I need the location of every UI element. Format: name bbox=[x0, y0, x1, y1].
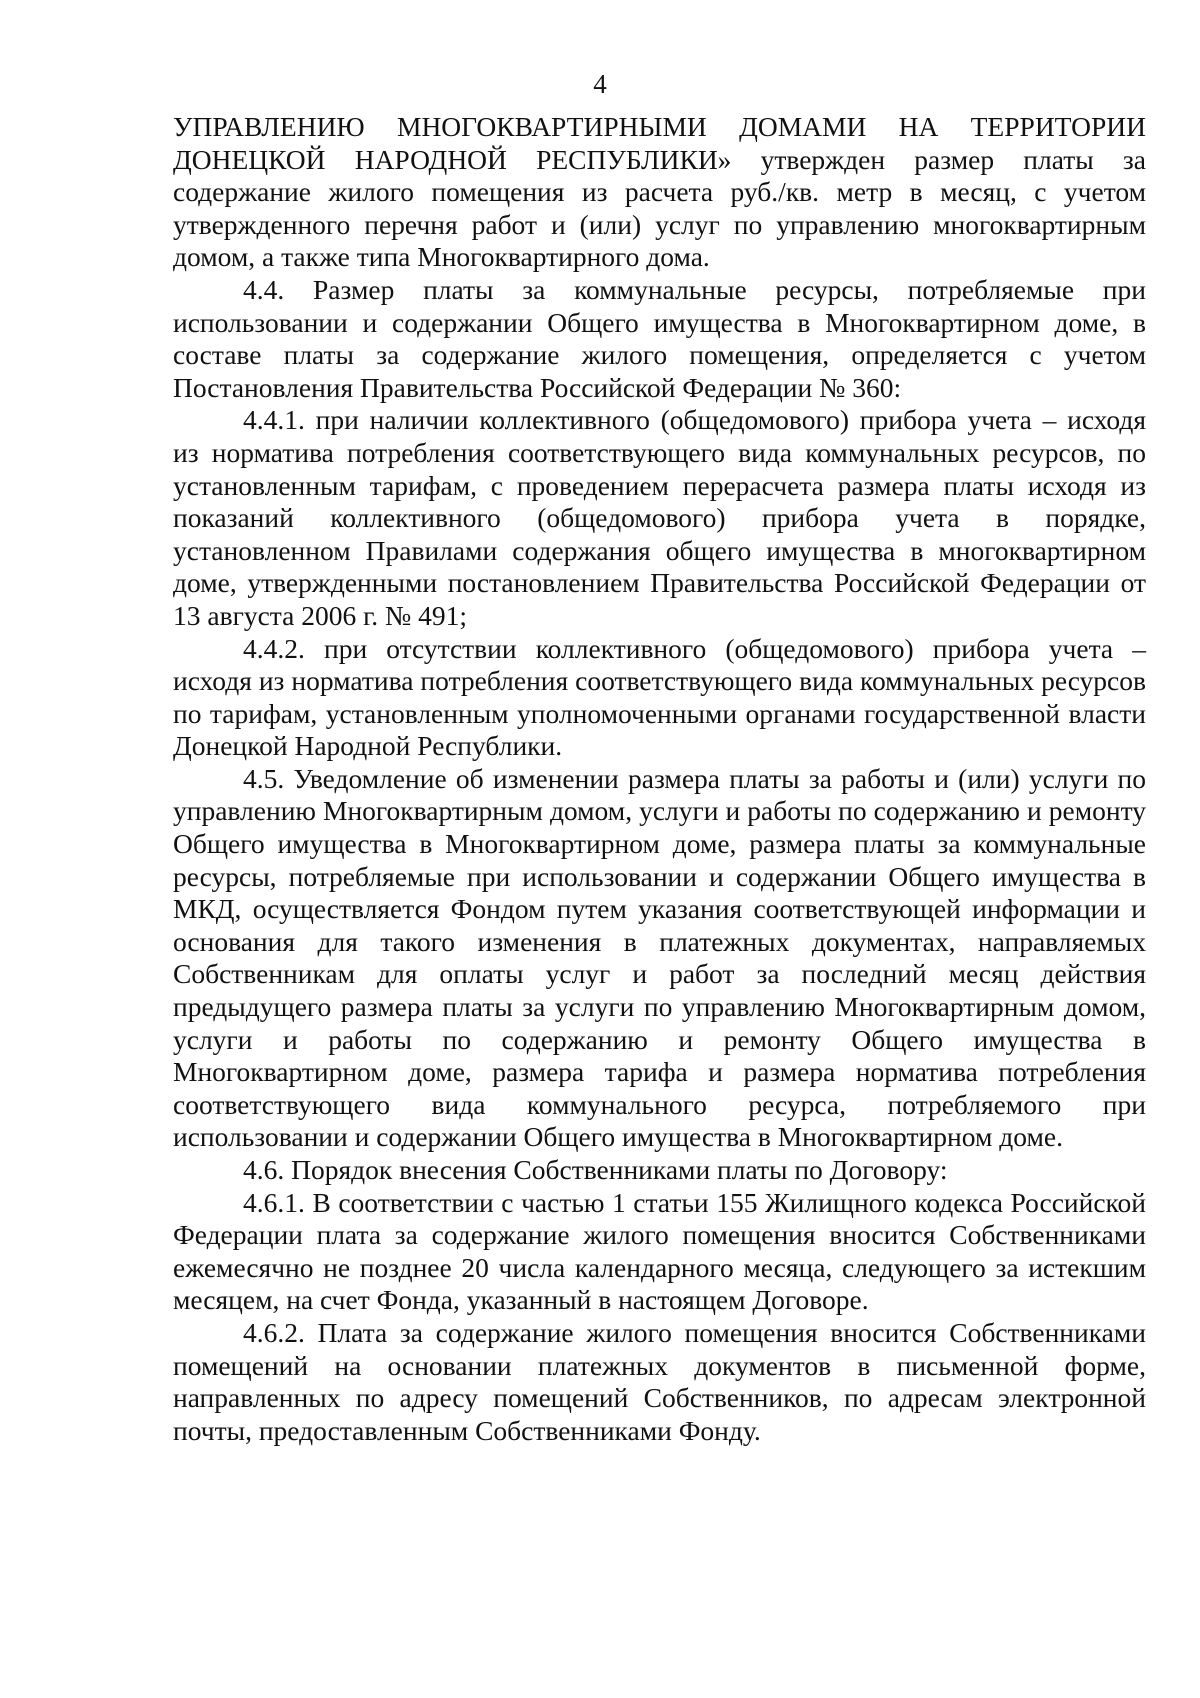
paragraph-4-5: 4.5. Уведомление об изменении размера платы за работы и (или) услуги по управлению Многоквартирным домом, услуги и работы по содержанию и ремонту Общего имущества в Многоквартирном доме, размера платы за коммунальные ресурсы, потребляемые при использовании и содержании Общего имущества в МКД, осуществляется Фондом путем указания соответствующей информации и основания для такого изменения в платежных документах, направляемых Собственникам для оплаты услуг и работ за последний месяц действия предыдущего размера платы за услуги по управлению Многоквартирным домом, услуги и работы по содержанию и ремонту Общего имущества в Многоквартирном доме, размера тарифа и размера норматива потребления соответствующего вида коммунального ресурса, потребляемого при использовании и содержании Общего имущества в Многоквартирном доме. bbox=[173, 762, 1146, 1153]
document-body bbox=[173, 111, 1146, 1447]
paragraph-4-6-1: 4.6.1. В соответствии с частью 1 статьи 155 Жилищного кодекса Российской Федерации плата за содержание жилого помещения вносится Собственниками ежемесячно не позднее 20 числа календарного месяца, следующего за истекшим месяцем, на счет Фонда, указанный в настоящем Договоре. bbox=[173, 1186, 1146, 1316]
page-number: 4 bbox=[593, 69, 607, 99]
paragraph-4-6: 4.6. Порядок внесения Собственниками платы по Договору: bbox=[243, 1154, 948, 1185]
paragraph-4-6-2: 4.6.2. Плата за содержание жилого помещения вносится Собственниками помещений на основании платежных документов в письменной форме, направленных по адресу помещений Собственников, по адресам электронной почты, предоставленным Собственниками Фонду. bbox=[173, 1316, 1146, 1446]
paragraph-4-4-1: 4.4.1. при наличии коллективного (общедомового) прибора учета – исходя из норматива потребления соответствующего вида коммунальных ресурсов, по установленным тарифам, с проведением перерасчета размера платы исходя из показаний коллективного (общедомового) прибора учета в порядке, установленном Правилами содержания общего имущества в многоквартирном доме, утвержденными постановлением Правительства Российской Федерации от 13 августа 2006 г. № 491; bbox=[173, 404, 1146, 631]
paragraph-4-4-2: 4.4.2. при отсутствии коллективного (общедомового) прибора учета – исходя из норматива потребления соответствующего вида коммунальных ресурсов по тарифам, установленным уполномоченными органами государственной власти Донецкой Народной Республики. bbox=[173, 632, 1146, 762]
paragraph-continuation: УПРАВЛЕНИЮ МНОГОКВАРТИРНЫМИ ДОМАМИ НА ТЕРРИТОРИИ ДОНЕЦКОЙ НАРОДНОЙ РЕСПУБЛИКИ» утвержден размер платы за содержание жилого помещения из расчета руб./кв. метр в месяц, с учетом утвержденного перечня работ и (или) услуг по управлению многоквартирным домом, а также типа Многоквартирного дома. bbox=[173, 111, 1146, 273]
paragraph-4-4: 4.4. Размер платы за коммунальные ресурсы, потребляемые при использовании и содержании Общего имущества в Многоквартирном доме, в составе платы за содержание жилого помещения, определяется с учетом Постановления Правительства Российской Федерации № 360: bbox=[173, 273, 1146, 403]
